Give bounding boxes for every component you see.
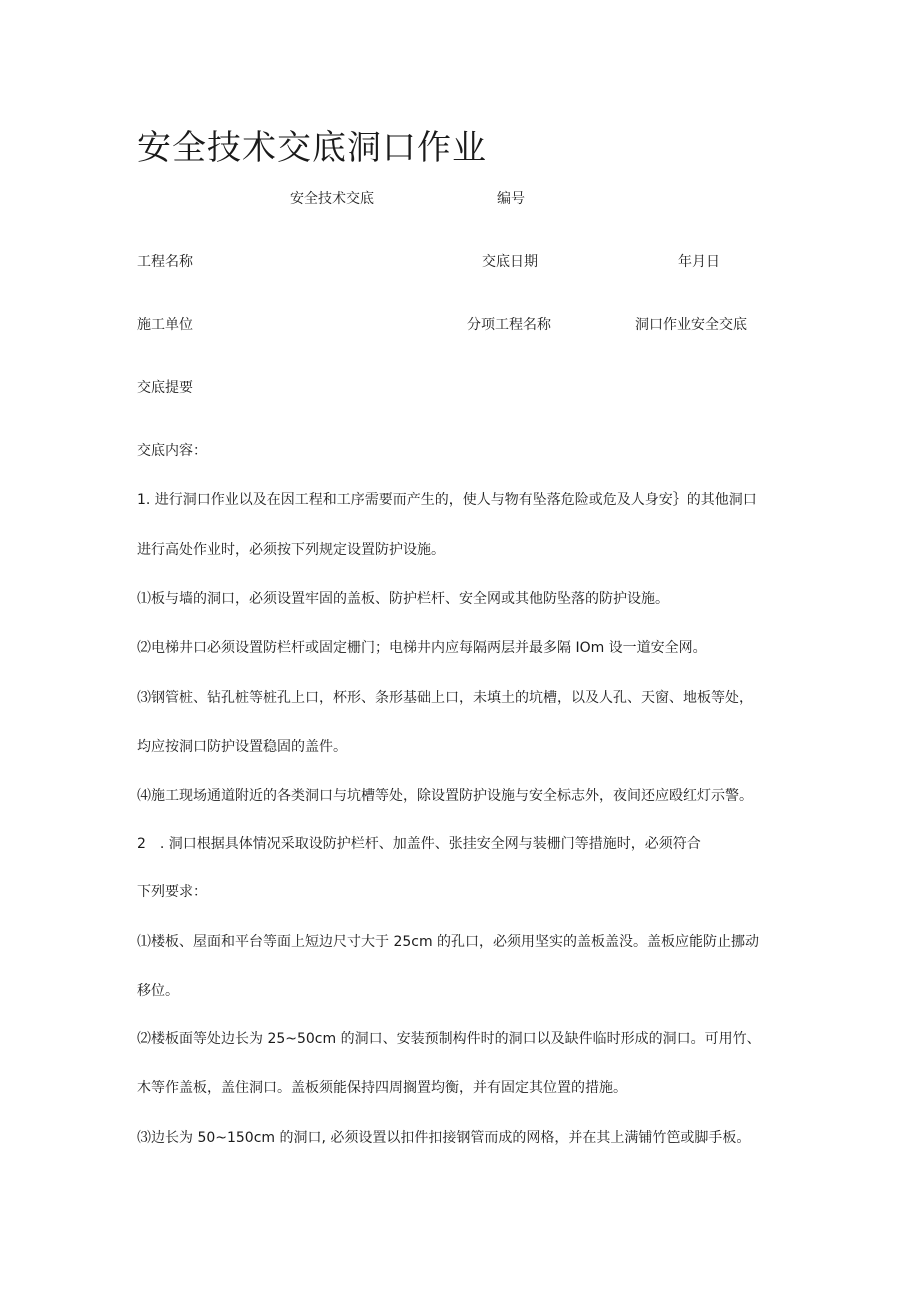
number-label: 编号 [497, 191, 525, 207]
project-name-label: 工程名称 [137, 254, 193, 270]
content-line: 下列要求： [137, 884, 207, 900]
doc-type-label: 安全技术交底 [290, 191, 374, 207]
content-line: ⑴板与墙的洞口，必须设置牢固的盖板、防护栏杆、安全网或其他防坠落的防护设施。 [137, 591, 669, 607]
content-line: ⑶边长为 50~150cm 的洞口, 必须设置以扣件扣接钢管而成的网格，并在其上满铺竹笆或脚手板。 [137, 1130, 751, 1146]
content-line: 2 . 洞口根据具体情况采取设防护栏杆、加盖件、张挂安全网与装栅门等措施时，必须符合 [137, 836, 701, 852]
content-line: 木等作盖板，盖住洞口。盖板须能保持四周搁置均衡，并有固定其位置的措施。 [137, 1080, 627, 1096]
content-line: 1. 进行洞口作业以及在因工程和工序需要而产生的，使人与物有坠落危险或危及人身安｝的其他洞口 [137, 492, 757, 508]
sub-project-label: 分项工程名称 [467, 317, 551, 333]
date-label: 交底日期 [482, 254, 538, 270]
content-heading: 交底内容： [137, 443, 207, 459]
content-line: 移位。 [137, 983, 179, 999]
sub-project-value: 洞口作业安全交底 [635, 317, 747, 333]
date-value: 年月日 [678, 254, 720, 270]
content-line: ⑵电梯井口必须设置防栏杆或固定栅门；电梯井内应每隔两层并最多隔 IOm 设一道安全网。 [137, 640, 707, 656]
document-title: 安全技术交底洞口作业 [137, 128, 487, 168]
summary-label: 交底提要 [137, 380, 193, 396]
content-line: ⑷施工现场通道附近的各类洞口与坑槽等处，除设置防护设施与安全标志外，夜间还应殴红灯示警。 [137, 788, 753, 804]
content-line: ⑶钢管桩、钻孔桩等桩孔上口，杯形、条形基础上口，未填土的坑槽，以及人孔、天窗、地板等处， [137, 690, 753, 706]
content-line: ⑵楼板面等处边长为 25~50cm 的洞口、安装预制构件时的洞口以及缺件临时形成的洞口。可用竹、 [137, 1031, 761, 1047]
content-line: 均应按洞口防护设置稳固的盖件。 [137, 739, 347, 755]
construction-unit-label: 施工单位 [137, 317, 193, 333]
content-line: ⑴楼板、屋面和平台等面上短边尺寸大于 25cm 的孔口，必须用坚实的盖板盖没。盖板应能防止挪动 [137, 934, 760, 950]
content-line: 进行高处作业时，必须按下列规定设置防护设施。 [137, 542, 445, 558]
